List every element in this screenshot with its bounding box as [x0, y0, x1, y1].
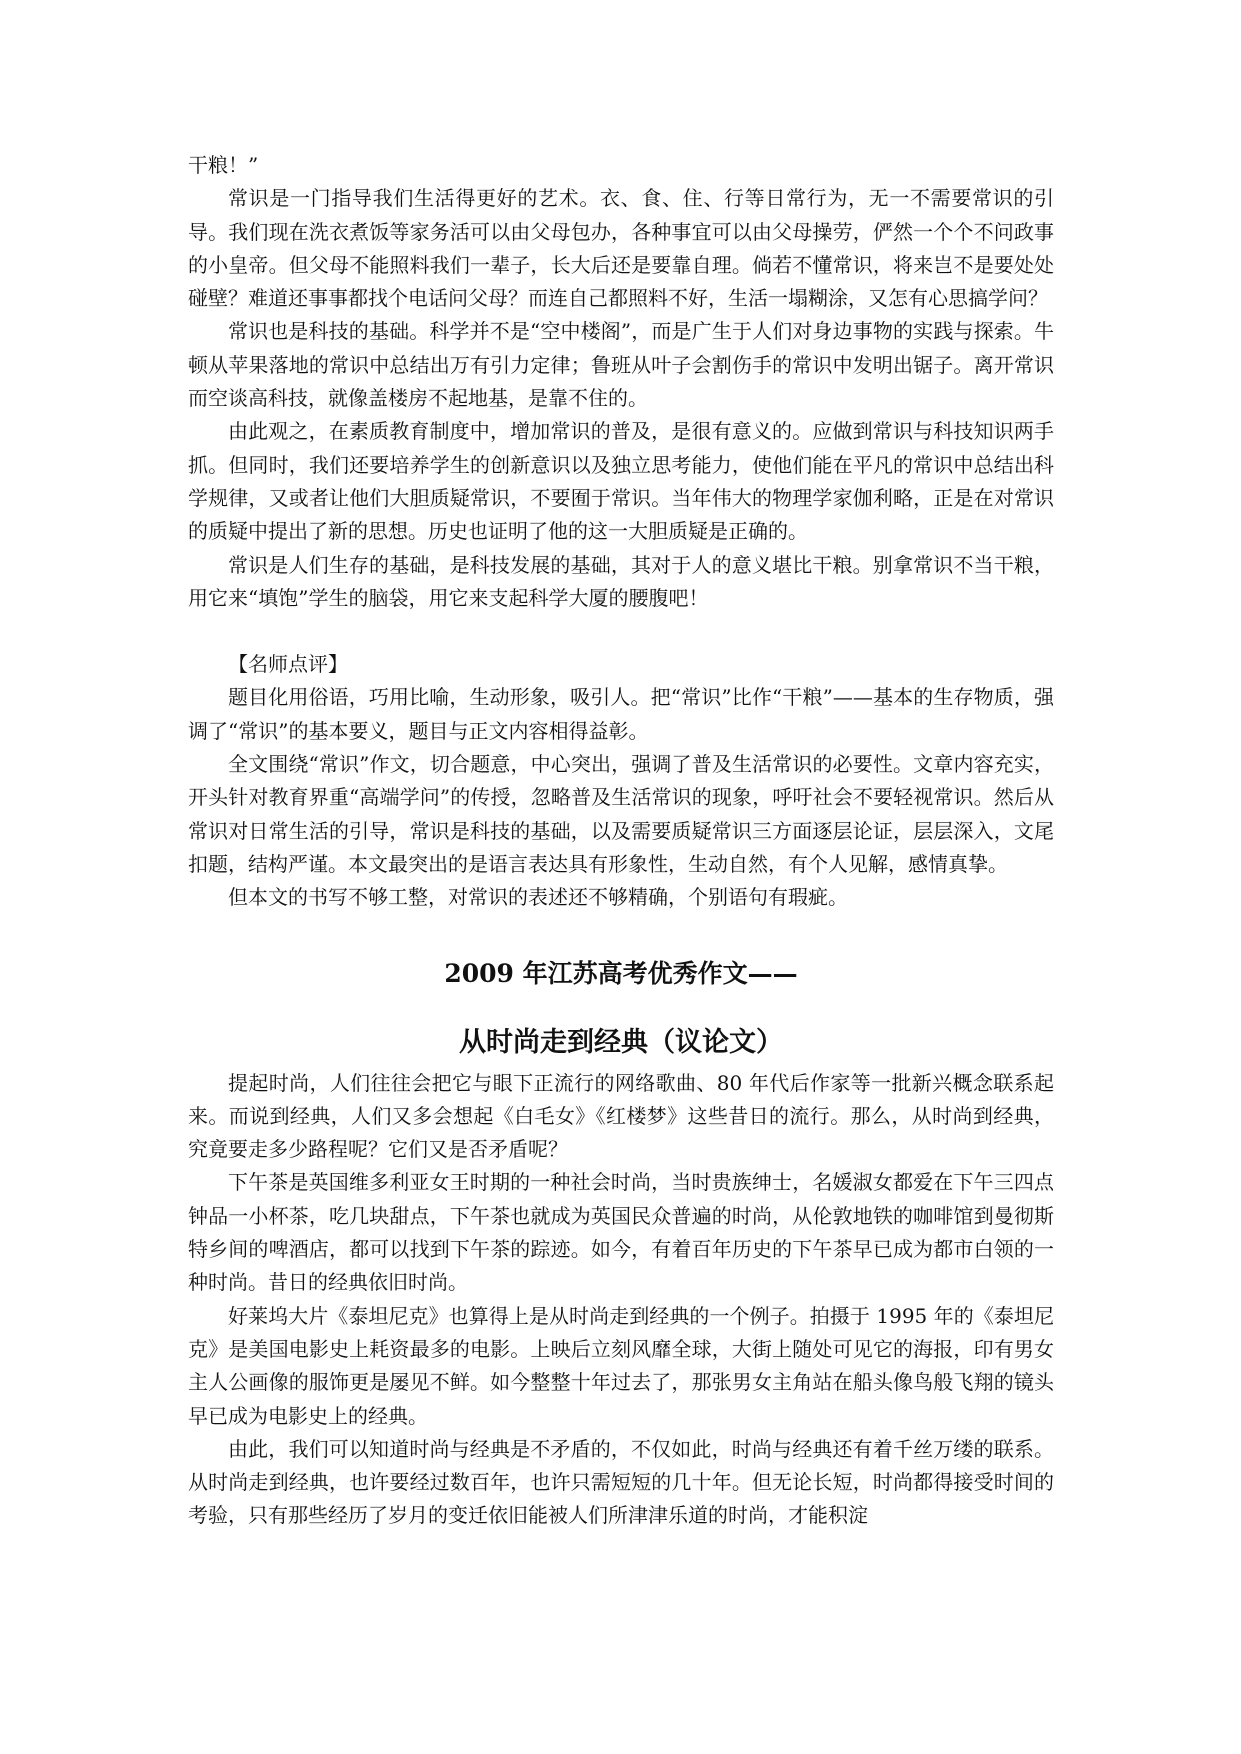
review-paragraph: 但本文的书写不够工整，对常识的表述还不够精确，个别语句有瑕疵。	[228, 885, 848, 910]
review-paragraph: 题目化用俗语，巧用比喻，生动形象，吸引人。把“常识”比作“干粮”——基本的生存物质，强调了“常识”的基本要义，题目与正文内容相得益彰。	[188, 685, 1054, 743]
document-page	[188, 149, 1054, 1533]
essay1-paragraph: 常识是一门指导我们生活得更好的艺术。衣、食、住、行等日常行为，无一不需要常识的引导。我们现在洗衣煮饭等家务活可以由父母包办，各种事宜可以由父母操劳，俨然一个个不问政事的小皇帝。但父母不能照料我们一辈子，长大后还是要靠自理。倘若不懂常识，将来岂不是要处处碰壁？难道还事事都找个电话问父母？而连自己都照料不好，生活一塌糊涂，又怎有心思搞学问？	[188, 186, 1054, 311]
essay-continuation: 干粮！”	[188, 153, 259, 177]
essay1-paragraph: 由此观之，在素质教育制度中，增加常识的普及，是很有意义的。应做到常识与科技知识两手抓。但同时，我们还要培养学生的创新意识以及独立思考能力，使他们能在平凡的常识中总结出科学规律，又或者让他们大胆质疑常识，不要囿于常识。当年伟大的物理学家伽利略，正是在对常识的质疑中提出了新的思想。历史也证明了他的这一大胆质疑是正确的。	[188, 419, 1054, 544]
essay2-title-line1: 2009 年江苏高考优秀作文——	[444, 958, 798, 988]
title-gap	[188, 1059, 1054, 1067]
essay2-paragraph: 由此，我们可以知道时尚与经典是不矛盾的，不仅如此，时尚与经典还有着千丝万缕的联系。从时尚走到经典，也许要经过数百年，也许只需短短的几十年。但无论长短，时尚都得接受时间的考验，只有那些经历了岁月的变迁依旧能被人们所津津乐道的时尚，才能积淀	[188, 1436, 1054, 1528]
essay1-paragraph: 常识也是科技的基础。科学并不是“空中楼阁”，而是广生于人们对身边事物的实践与探索。牛顿从苹果落地的常识中总结出万有引力定律；鲁班从叶子会割伤手的常识中发明出锯子。离开常识而空谈高科技，就像盖楼房不起地基，是靠不住的。	[188, 319, 1054, 411]
essay2-paragraph: 下午茶是英国维多利亚女王时期的一种社会时尚，当时贵族绅士，名媛淑女都爱在下午三四点钟品一小杯茶，吃几块甜点，下午茶也就成为英国民众普遍的时尚，从伦敦地铁的咖啡馆到曼彻斯特乡间的啤酒店，都可以找到下午茶的踪迹。如今，有着百年历史的下午茶早已成为都市白领的一种时尚。昔日的经典依旧时尚。	[188, 1170, 1054, 1295]
essay2-paragraph: 提起时尚，人们往往会把它与眼下正流行的网络歌曲、80 年代后作家等一批新兴概念联系起来。而说到经典，人们又多会想起《白毛女》《红楼梦》这些昔日的流行。那么，从时尚到经典，究竟要走多少路程呢？它们又是否矛盾呢？	[188, 1070, 1054, 1162]
section-gap	[188, 615, 1054, 648]
title-gap	[188, 990, 1054, 1026]
essay2-paragraph: 好莱坞大片《泰坦尼克》也算得上是从时尚走到经典的一个例子。拍摄于 1995 年的《泰坦尼克》是美国电影史上耗资最多的电影。上映后立刻风靡全球，大街上随处可见它的海报，印有男女主人公画像的服饰更是屡见不鲜。如今整整十年过去了，那张男女主角站在船头像鸟般飞翔的镜头早已成为电影史上的经典。	[188, 1303, 1054, 1428]
review-paragraph: 全文围绕“常识”作文，切合题意，中心突出，强调了普及生活常识的必要性。文章内容充实，开头针对教育界重“高端学问”的传授，忽略普及生活常识的现象，呼吁社会不要轻视常识。然后从常识对日常生活的引导，常识是科技的基础，以及需要质疑常识三方面逐层论证，层层深入，文尾扣题，结构严谨。本文最突出的是语言表达具有形象性，生动自然，有个人见解，感情真挚。	[188, 752, 1054, 876]
essay2-title-line2: 从时尚走到经典（议论文）	[459, 1026, 783, 1058]
essay1-paragraph: 常识是人们生存的基础，是科技发展的基础，其对于人的意义堪比干粮。别拿常识不当干粮，用它来“填饱”学生的脑袋，用它来支起科学大厦的腰腹吧！	[188, 552, 1054, 610]
section-gap	[188, 915, 1054, 957]
review-heading: 【名师点评】	[228, 652, 348, 677]
